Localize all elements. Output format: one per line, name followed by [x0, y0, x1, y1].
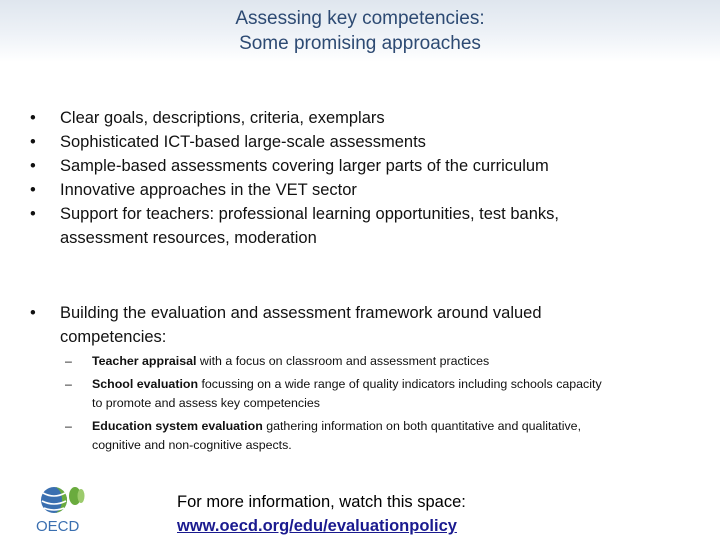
bullet-icon: • — [30, 109, 36, 127]
sub-item-text-cont: cognitive and non-cognitive aspects. — [92, 438, 292, 452]
list-item — [30, 178, 690, 202]
sub-item-text: with a focus on classroom and assessment practices — [196, 354, 490, 368]
bullet-icon: • — [30, 133, 36, 151]
sub-list-item — [65, 375, 705, 414]
list-item-text: Support for teachers: professional learning opportunities, test banks, — [60, 205, 559, 223]
oecd-logo — [34, 483, 88, 535]
sub-item-heading: Education system evaluation — [92, 418, 263, 433]
sub-item-text-cont: to promote and assess key competencies — [92, 396, 320, 410]
list-item-text: Sample-based assessments covering larger parts of the curriculum — [60, 157, 549, 175]
footer-info-text: For more information, watch this space: — [177, 493, 466, 511]
approaches-list — [30, 106, 690, 250]
evaluation-policy-link[interactable]: www.oecd.org/edu/evaluationpolicy — [177, 517, 457, 535]
list-item — [30, 106, 690, 130]
page-title — [0, 6, 720, 56]
sub-item-text: focussing on a wide range of quality indicators including schools capacity — [198, 376, 602, 391]
list-item — [30, 154, 690, 178]
title-line-1: Assessing key competencies: — [235, 8, 485, 29]
list-item-text: Sophisticated ICT-based large-scale assessments — [60, 133, 426, 151]
logo-text: OECD — [36, 518, 80, 535]
bullet-icon: • — [30, 304, 36, 322]
bullet-icon: • — [30, 157, 36, 175]
list-item-text-cont: competencies: — [60, 328, 167, 346]
title-line-2: Some promising approaches — [239, 33, 481, 54]
bullet-icon: • — [30, 181, 36, 199]
list-item-text: Building the evaluation and assessment framework around valued — [60, 304, 542, 322]
oecd-logo-icon — [34, 483, 88, 535]
list-item — [30, 130, 690, 154]
sub-item-heading: Teacher appraisal — [92, 354, 197, 368]
list-item-text-cont: assessment resources, moderation — [60, 229, 317, 247]
list-item-text: Innovative approaches in the VET sector — [60, 181, 357, 199]
framework-sub-list — [65, 352, 705, 459]
sub-list-item — [65, 417, 705, 456]
sub-item-heading: School evaluation — [92, 376, 199, 391]
dash-icon: – — [65, 418, 72, 433]
dash-icon: – — [65, 354, 72, 368]
dash-icon: – — [65, 376, 72, 391]
list-item — [30, 301, 690, 349]
sub-list-item — [65, 352, 705, 372]
bullet-icon: • — [30, 205, 36, 223]
list-item-text: Clear goals, descriptions, criteria, exemplars — [60, 109, 385, 127]
footer-info — [177, 490, 597, 538]
list-item — [30, 202, 690, 250]
sub-item-text: gathering information on both quantitative and qualitative, — [262, 418, 582, 433]
framework-list — [30, 301, 690, 349]
